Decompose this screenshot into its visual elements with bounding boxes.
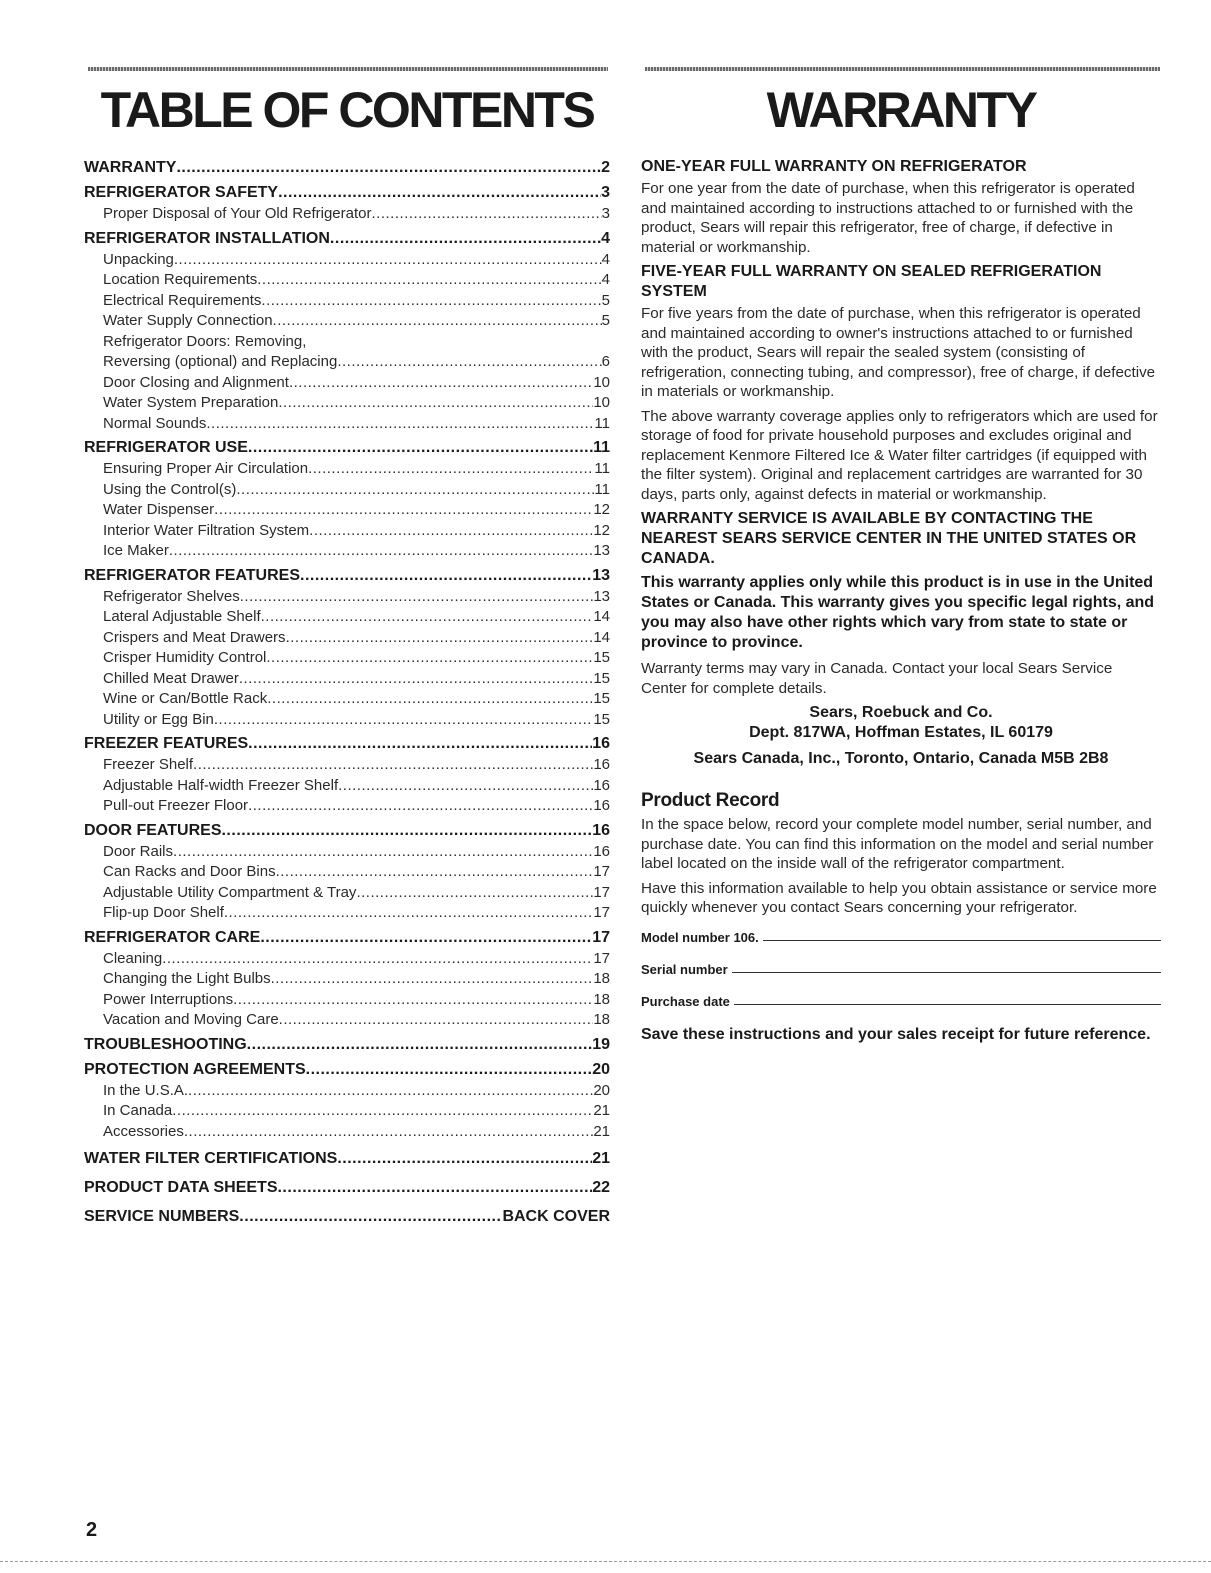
toc-leader bbox=[261, 291, 601, 312]
toc-entry-label: Freezer Shelf bbox=[103, 756, 194, 773]
service-notice: WARRANTY SERVICE IS AVAILABLE BY CONTACTING THE NEAREST SEARS SERVICE CENTER IN THE UNITED STATES OR CANADA. bbox=[641, 510, 1137, 567]
left-column-rule bbox=[88, 67, 608, 71]
toc-subentry bbox=[84, 607, 610, 628]
toc-leader bbox=[188, 1081, 593, 1102]
toc-page: 12 bbox=[593, 501, 610, 518]
toc-leader bbox=[174, 250, 602, 271]
toc-leader bbox=[300, 565, 592, 587]
toc-subentry bbox=[84, 311, 610, 332]
toc-leader bbox=[239, 669, 593, 690]
toc-leader bbox=[240, 587, 594, 608]
warranty-body bbox=[641, 157, 1161, 1045]
canada-terms-text: Warranty terms may vary in Canada. Contact your local Sears Service Center for complete details. bbox=[641, 660, 1113, 697]
toc-leader bbox=[248, 796, 593, 817]
purchase-date-label: Purchase date bbox=[641, 993, 730, 1009]
toc-entry-label: Accessories bbox=[103, 1122, 184, 1140]
rights-notice: This warranty applies only while this product is in use in the United States or Canada. This warranty gives you specific legal rights, and you may also have other rights which vary from state to state or province to province. bbox=[641, 574, 1155, 651]
toc-subentry bbox=[84, 842, 610, 863]
one-year-warranty-text: For one year from the date of purchase, when this refrigerator is operated and maintained according to instructions attached to or furnished with the product, Sears will repair this refrigerator, free of charge, if defective in material or workmanship. bbox=[641, 180, 1135, 256]
toc-entry-label: Location Requirements bbox=[103, 271, 258, 288]
toc-page: 15 bbox=[593, 690, 610, 707]
toc-section bbox=[84, 1148, 610, 1170]
toc-entry-label: Pull-out Freezer Floor bbox=[103, 797, 249, 814]
toc-leader bbox=[271, 969, 594, 990]
toc-entry-label: Door Closing and Alignment bbox=[103, 373, 289, 391]
product-record-help-text: Have this information available to help you obtain assistance or service more quickly whenever you contact Sears concerning your refrigerator. bbox=[641, 879, 1157, 916]
toc-entry-label: Door Rails bbox=[103, 842, 174, 860]
toc-page: 18 bbox=[593, 990, 610, 1008]
toc-section bbox=[84, 228, 610, 250]
toc-leader bbox=[239, 1206, 502, 1228]
toc-leader bbox=[279, 1010, 594, 1031]
toc-page: 13 bbox=[593, 542, 610, 559]
toc-page: 11 bbox=[594, 414, 610, 432]
table-of-contents-column bbox=[84, 80, 610, 1228]
toc-entry-label: Refrigerator Doors: Removing, bbox=[103, 332, 307, 350]
toc-section bbox=[84, 1206, 610, 1228]
toc-subentry bbox=[84, 903, 610, 924]
toc-entry-label: SERVICE NUMBERS bbox=[84, 1208, 240, 1225]
toc-page: 13 bbox=[593, 587, 610, 605]
toc-leader bbox=[247, 1034, 593, 1056]
toc-leader bbox=[273, 311, 602, 332]
toc-leader bbox=[172, 1101, 593, 1122]
toc-section bbox=[84, 1059, 610, 1081]
toc-leader bbox=[278, 182, 601, 204]
toc-subentry bbox=[84, 393, 610, 414]
toc-subentry bbox=[84, 541, 610, 562]
toc-subentry bbox=[84, 969, 610, 990]
toc-page: 16 bbox=[592, 821, 610, 839]
toc-subentry bbox=[84, 480, 610, 501]
toc-page: 14 bbox=[593, 608, 610, 625]
toc-leader bbox=[286, 628, 594, 649]
toc-entry-label: Adjustable Half-width Freezer Shelf bbox=[103, 776, 339, 794]
toc-entry-label: Changing the Light Bulbs bbox=[103, 970, 271, 987]
toc-section bbox=[84, 157, 610, 179]
toc-page: 20 bbox=[592, 1060, 610, 1078]
toc-leader bbox=[221, 820, 592, 842]
toc-section bbox=[84, 182, 610, 204]
toc-entry-label: Proper Disposal of Your Old Refrigerator bbox=[103, 205, 372, 222]
toc-leader bbox=[337, 352, 601, 373]
toc-leader bbox=[162, 949, 593, 970]
toc-page: 16 bbox=[592, 735, 610, 752]
toc-leader bbox=[233, 990, 593, 1011]
toc-subentry bbox=[84, 373, 610, 394]
record-text-a: In the space below, record your complete model number, serial number, and purchase date. You can find this information on the model and serial number label located on the inside wall of the refrigerator compartment. bbox=[641, 816, 1154, 872]
toc-page: 22 bbox=[592, 1179, 610, 1196]
toc-entry-label: Ensuring Proper Air Circulation bbox=[103, 460, 309, 477]
toc-page: 17 bbox=[593, 863, 610, 880]
warranty-column bbox=[641, 80, 1161, 1061]
toc-leader bbox=[176, 157, 601, 179]
toc-leader bbox=[173, 842, 593, 863]
toc-section bbox=[84, 565, 610, 587]
toc-entry-label: WARRANTY bbox=[84, 159, 177, 176]
toc-entry-label: Unpacking bbox=[103, 250, 174, 268]
toc-leader bbox=[260, 927, 592, 949]
toc-entry-label: Flip-up Door Shelf bbox=[103, 904, 224, 921]
toc-page: 14 bbox=[593, 628, 610, 646]
toc-page: 17 bbox=[593, 904, 610, 921]
toc-leader bbox=[184, 1122, 593, 1143]
toc-entry-label: REFRIGERATOR CARE bbox=[84, 928, 261, 946]
toc-page: 13 bbox=[592, 566, 610, 584]
toc-entry-label: Lateral Adjustable Shelf bbox=[103, 608, 261, 625]
toc-list bbox=[84, 157, 610, 1228]
five-year-warranty-heading: FIVE-YEAR FULL WARRANTY ON SEALED REFRIGERATION SYSTEM bbox=[641, 263, 1102, 300]
toc-page: 18 bbox=[593, 970, 610, 987]
toc-page: 15 bbox=[593, 649, 610, 666]
purchase-date-line[interactable] bbox=[734, 1004, 1161, 1005]
serial-number-label: Serial number bbox=[641, 961, 728, 977]
toc-leader bbox=[330, 228, 601, 250]
toc-leader bbox=[224, 903, 593, 924]
toc-section bbox=[84, 733, 610, 755]
toc-subentry bbox=[84, 990, 610, 1011]
toc-page: 15 bbox=[593, 669, 610, 687]
toc-page: 17 bbox=[593, 949, 610, 967]
toc-subentry bbox=[84, 710, 610, 731]
model-number-field[interactable] bbox=[641, 923, 1161, 945]
toc-entry-label: PROTECTION AGREEMENTS bbox=[84, 1060, 306, 1078]
five-year-warranty-text: For five years from the date of purchase, when this refrigerator is operated and maintained according to owner's instructions attached to or furnished with the product, Sears will repair the sealed system (consisting of refrigeration, connecting tubing, and compressor), free of charge, if defective in materials or workmanship. bbox=[641, 305, 1156, 400]
toc-page: 16 bbox=[593, 756, 610, 773]
toc-page: BACK COVER bbox=[502, 1208, 610, 1225]
toc-leader bbox=[356, 883, 593, 904]
toc-subentry bbox=[84, 332, 610, 353]
toc-subentry bbox=[84, 1081, 610, 1102]
toc-page: 16 bbox=[593, 797, 610, 814]
toc-entry-label: WATER FILTER CERTIFICATIONS bbox=[84, 1150, 338, 1167]
toc-subentry bbox=[84, 628, 610, 649]
toc-entry-label: In the U.S.A. bbox=[103, 1081, 189, 1099]
toc-leader bbox=[308, 459, 594, 480]
toc-entry-label: Interior Water Filtration System bbox=[103, 521, 310, 539]
toc-leader bbox=[193, 755, 593, 776]
coverage-text: The above warranty coverage applies only to refrigerators which are used for storage of food for private household purposes and excludes original and replacement Kenmore Filtered Ice & Water filter cartridges (if equipped with the filter system). Original and replacement cartridges are warranted for 30 days, parts only, against defects in material or workmanship. bbox=[641, 407, 1158, 503]
toc-section bbox=[84, 1177, 610, 1199]
model-number-label: Model number 106. bbox=[641, 929, 759, 945]
product-record-instructions bbox=[641, 815, 1161, 874]
toc-subentry bbox=[84, 883, 610, 904]
product-record-heading: Product Record bbox=[641, 790, 780, 811]
toc-entry-label: Power Interruptions bbox=[103, 990, 234, 1008]
toc-entry-label: FREEZER FEATURES bbox=[84, 735, 249, 752]
toc-entry-label: Adjustable Utility Compartment & Tray bbox=[103, 883, 357, 901]
toc-subentry bbox=[84, 414, 610, 435]
toc-entry-label: Water System Preparation bbox=[103, 394, 279, 411]
toc-entry-label: Normal Sounds bbox=[103, 414, 207, 432]
toc-page: 17 bbox=[593, 883, 610, 901]
toc-leader bbox=[337, 1148, 592, 1170]
toc-subentry bbox=[84, 1122, 610, 1143]
toc-leader bbox=[257, 270, 601, 291]
toc-page: 10 bbox=[593, 394, 610, 411]
toc-leader bbox=[338, 776, 593, 797]
toc-subentry bbox=[84, 1101, 610, 1122]
toc-leader bbox=[278, 393, 593, 414]
bottom-edge-rule bbox=[0, 1561, 1211, 1562]
toc-section bbox=[84, 437, 610, 459]
toc-entry-label: TROUBLESHOOTING bbox=[84, 1035, 247, 1053]
toc-page: 11 bbox=[593, 439, 610, 456]
toc-subentry bbox=[84, 796, 610, 817]
toc-entry-label: Reversing (optional) and Replacing bbox=[103, 353, 338, 370]
toc-entry-label: Utility or Egg Bin bbox=[103, 710, 214, 728]
toc-page: 6 bbox=[601, 353, 610, 370]
toc-section bbox=[84, 927, 610, 949]
toc-page: 21 bbox=[592, 1150, 610, 1167]
toc-entry-label: REFRIGERATOR SAFETY bbox=[84, 184, 279, 201]
toc-leader bbox=[261, 607, 594, 628]
toc-entry-label: Cleaning bbox=[103, 949, 163, 967]
toc-page: 21 bbox=[593, 1122, 610, 1140]
toc-entry-label: REFRIGERATOR INSTALLATION bbox=[84, 229, 330, 247]
toc-subentry bbox=[84, 521, 610, 542]
toc-page: 11 bbox=[594, 460, 610, 477]
toc-subentry bbox=[84, 250, 610, 271]
page-number: 2 bbox=[86, 1519, 98, 1541]
toc-entry-label: Chilled Meat Drawer bbox=[103, 669, 239, 687]
toc-leader bbox=[214, 500, 593, 521]
model-number-line[interactable] bbox=[763, 940, 1161, 941]
save-instructions-note: Save these instructions and your sales receipt for future reference. bbox=[641, 1025, 1151, 1043]
toc-subentry bbox=[84, 352, 610, 373]
toc-entry-label: Water Supply Connection bbox=[103, 312, 273, 329]
toc-subentry bbox=[84, 1010, 610, 1031]
toc-subentry bbox=[84, 862, 610, 883]
toc-subentry bbox=[84, 270, 610, 291]
toc-entry-label: Using the Control(s) bbox=[103, 480, 237, 498]
toc-title: TABLE OF CONTENTS bbox=[100, 82, 594, 138]
toc-subentry bbox=[84, 291, 610, 312]
toc-page: 4 bbox=[601, 229, 610, 247]
toc-page: 17 bbox=[592, 928, 610, 946]
sears-address-line-2: Dept. 817WA, Hoffman Estates, IL 60179 bbox=[749, 724, 1053, 741]
toc-leader bbox=[267, 689, 593, 710]
toc-page: 16 bbox=[593, 776, 610, 794]
toc-leader bbox=[277, 1177, 592, 1199]
warranty-title: WARRANTY bbox=[766, 82, 1036, 138]
toc-entry-label: In Canada bbox=[103, 1102, 173, 1119]
toc-subentry bbox=[84, 648, 610, 669]
toc-leader bbox=[236, 480, 594, 501]
toc-entry-label: Vacation and Moving Care bbox=[103, 1011, 279, 1028]
toc-leader bbox=[266, 648, 593, 669]
toc-entry-label: Water Dispenser bbox=[103, 501, 215, 518]
purchase-date-field[interactable] bbox=[641, 987, 1161, 1009]
toc-entry-label: Crispers and Meat Drawers bbox=[103, 628, 286, 646]
sears-canada-address: Sears Canada, Inc., Toronto, Ontario, Canada M5B 2B8 bbox=[693, 750, 1109, 767]
toc-page: 21 bbox=[593, 1102, 610, 1119]
toc-entry-label: REFRIGERATOR FEATURES bbox=[84, 566, 301, 584]
toc-page: 4 bbox=[601, 250, 610, 268]
toc-subentry bbox=[84, 500, 610, 521]
toc-subentry bbox=[84, 669, 610, 690]
toc-subentry bbox=[84, 459, 610, 480]
toc-page: 5 bbox=[601, 312, 610, 329]
toc-page: 19 bbox=[592, 1035, 610, 1053]
toc-leader bbox=[248, 437, 593, 459]
toc-entry-label: REFRIGERATOR USE bbox=[84, 439, 248, 456]
toc-leader bbox=[248, 733, 592, 755]
toc-page: 10 bbox=[593, 373, 610, 391]
one-year-warranty-heading: ONE-YEAR FULL WARRANTY ON REFRIGERATOR bbox=[641, 158, 1027, 175]
toc-page: 15 bbox=[593, 710, 610, 728]
toc-page: 12 bbox=[593, 521, 610, 539]
toc-leader bbox=[309, 521, 593, 542]
toc-entry-label: Wine or Can/Bottle Rack bbox=[103, 690, 268, 707]
toc-entry-label: Electrical Requirements bbox=[103, 291, 262, 309]
toc-leader bbox=[214, 710, 593, 731]
toc-leader bbox=[289, 373, 593, 394]
toc-subentry bbox=[84, 689, 610, 710]
toc-leader bbox=[169, 541, 593, 562]
toc-entry-label: Can Racks and Door Bins bbox=[103, 863, 276, 880]
toc-entry-label: PRODUCT DATA SHEETS bbox=[84, 1179, 278, 1196]
toc-entry-label: Refrigerator Shelves bbox=[103, 587, 240, 605]
toc-page: 4 bbox=[601, 271, 610, 288]
serial-number-field[interactable] bbox=[641, 955, 1161, 977]
toc-page: 3 bbox=[601, 205, 610, 222]
toc-leader bbox=[276, 862, 594, 883]
sears-address-line-1: Sears, Roebuck and Co. bbox=[809, 704, 993, 721]
toc-page: 11 bbox=[594, 480, 610, 498]
toc-section bbox=[84, 1034, 610, 1056]
toc-page: 2 bbox=[601, 159, 610, 176]
serial-number-line[interactable] bbox=[732, 972, 1161, 973]
toc-page: 20 bbox=[593, 1081, 610, 1099]
toc-page: 16 bbox=[593, 842, 610, 860]
toc-leader bbox=[306, 1059, 593, 1081]
toc-subentry bbox=[84, 949, 610, 970]
toc-entry-label: Ice Maker bbox=[103, 542, 169, 559]
toc-page: 5 bbox=[601, 291, 610, 309]
toc-subentry bbox=[84, 587, 610, 608]
right-column-rule bbox=[645, 67, 1160, 71]
toc-subentry bbox=[84, 204, 610, 225]
toc-leader bbox=[371, 204, 601, 225]
toc-subentry bbox=[84, 755, 610, 776]
toc-subentry bbox=[84, 776, 610, 797]
toc-page: 3 bbox=[601, 184, 610, 201]
toc-entry-label: DOOR FEATURES bbox=[84, 821, 222, 839]
toc-leader bbox=[206, 414, 594, 435]
toc-entry-label: Crisper Humidity Control bbox=[103, 649, 267, 666]
toc-page: 18 bbox=[593, 1011, 610, 1028]
toc-section bbox=[84, 820, 610, 842]
